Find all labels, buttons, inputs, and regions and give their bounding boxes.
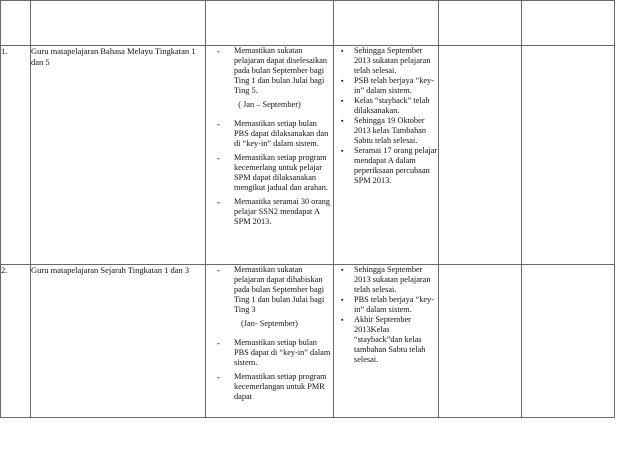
row-description: Guru matapelajaran Sejarah Tingkatan 1 dan 3 xyxy=(31,265,206,418)
achievement-item: ▪ Sehingga 19 Oktober 2013 kelas Tambahan Sabtu telah selesai. xyxy=(334,116,438,146)
achievement-cell xyxy=(334,265,439,418)
header-cell xyxy=(31,1,206,46)
target-item: - Memastikan sukatan pelajaran dapat diselesaikan pada bulan September bagi Ting 1 dan bulan Julai bagi Ting 5. xyxy=(206,46,333,96)
header-cell xyxy=(334,1,439,46)
header-cell xyxy=(439,1,522,46)
achievement-item: ▪ Akhir September 2013Kelas “stayback”dan kelas tambahan Sabtu telah selesai. xyxy=(334,315,438,365)
target-item: - Memastika seramai 30 orang pelajar SSN2 mendapat A SPM 2013. xyxy=(206,197,333,227)
target-item: - Memastikan setiap bulan PBS dapat di “key-in” dalam sistem. xyxy=(206,338,333,368)
achievement-item: ▪ Sehingga September 2013 sukatan pelajaran telah selesai. xyxy=(334,46,438,76)
achievement-item: ▪ Sehingga September 2013 sukatan pelajaran telah selesai. xyxy=(334,265,438,295)
target-item: - Memastikan setiap bulan PBS dapat dilaksanakan dan di “key-in” dalam sistem. xyxy=(206,119,333,149)
target-item: - Memastikan setiap program kecemerlang untuk pelajar SPM dapat dilaksanakan mengikut jadual dan arahan. xyxy=(206,153,333,193)
target-item: - Memastikan sukatan pelajaran dapat dihabiskan pada bulan September bagi Ting 1 dan bulan Julai bagi Ting 3 xyxy=(206,265,333,315)
header-row xyxy=(1,1,615,46)
achievement-item: ▪ PSB telah berjaya “key-in” dalam sistem. xyxy=(334,76,438,96)
target-item: - Memastikan setiap program kecemerlangan untuk PMR dapat xyxy=(206,372,333,402)
empty-cell xyxy=(522,265,615,418)
empty-cell xyxy=(522,46,615,265)
header-cell xyxy=(206,1,334,46)
achievement-item: ▪ PBS telah berjaya “key-in” dalam sistem. xyxy=(334,295,438,315)
header-cell xyxy=(522,1,615,46)
target-cell xyxy=(206,46,334,265)
period-label: ( Jan – September) xyxy=(238,100,301,109)
table-row xyxy=(1,265,615,418)
header-cell xyxy=(1,1,31,46)
row-number: 1. xyxy=(1,46,31,265)
row-description: Guru matapelajaran Bahasa Melayu Tingkatan 1 dan 5 xyxy=(31,46,206,265)
achievement-item: ▪ Seramai 17 orang pelajar mendapat A dalam peperiksaan percubaan SPM 2013. xyxy=(334,146,438,186)
row-number: 2. xyxy=(1,265,31,418)
table-row xyxy=(1,46,615,265)
period-label: (Jan- September) xyxy=(241,319,298,328)
empty-cell xyxy=(439,265,522,418)
achievement-cell xyxy=(334,46,439,265)
target-cell xyxy=(206,265,334,418)
achievement-item: ▪ Kelas “stayback” telah dilaksanakan. xyxy=(334,96,438,116)
empty-cell xyxy=(439,46,522,265)
